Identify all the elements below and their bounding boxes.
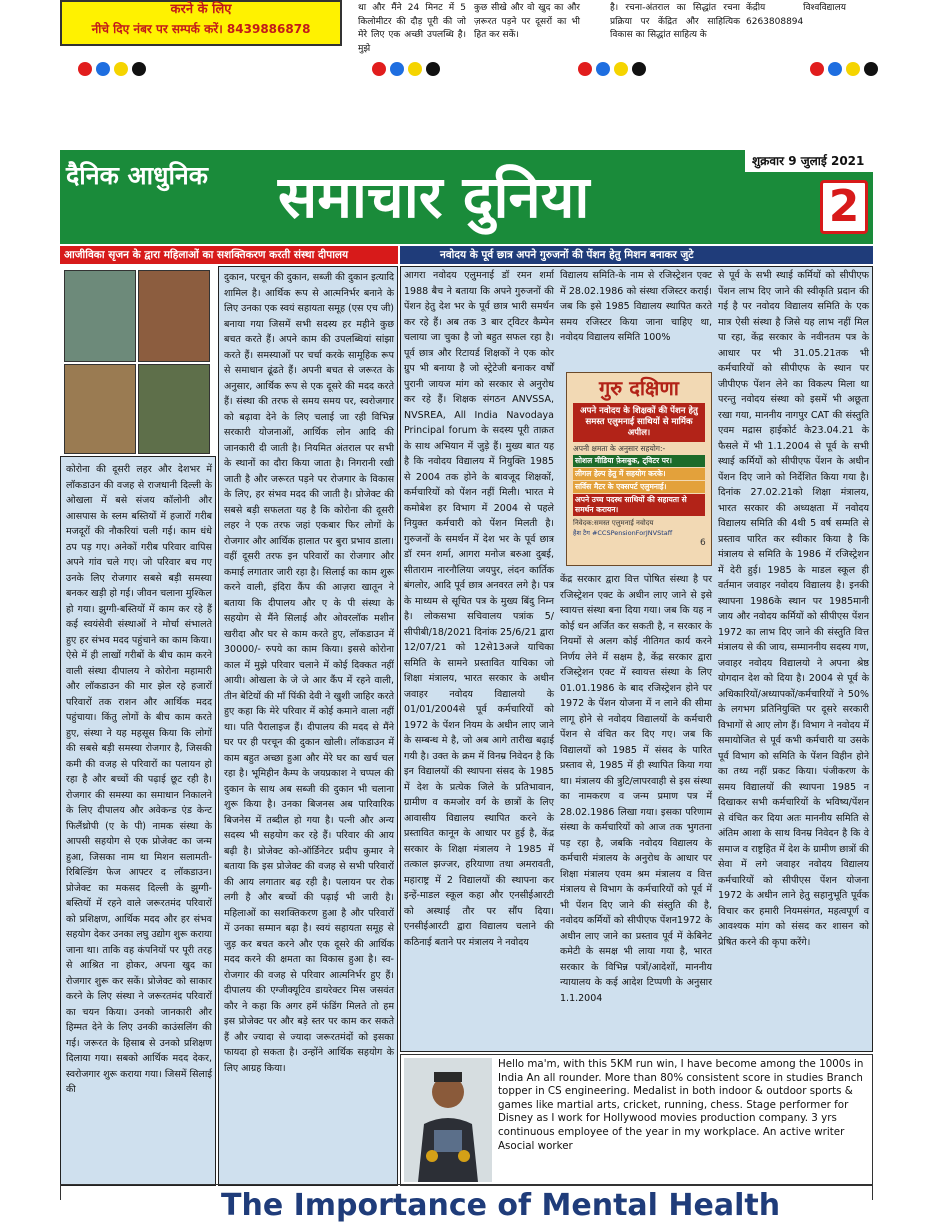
poster-line-5: अपने उच्च पदस्थ साथियों की सहायता से समर्थन करायन। — [573, 494, 705, 516]
dot-red — [578, 62, 592, 76]
right-col-1: आगरा नवोदय एलुमनाई डॉ रमन शर्मा 1988 बैच ने बताया कि अपने गुरुजनों की पेंशन हेतु देश भर के पूर्व छात्र भारी समर्थन कर रहे हैं। अब तक 3 बार ट्विटर कैम्पेन चलाया जा चुका है जो बहुत सफल रहा है। पूर्व छात्र और रिटायर्ड शिक्षकों ने एक कोर ग्रुप भी बनाया है जो स्ट्रेटेजी बनाकर वर्षों पुरानी जायज मांग को सरकार से अनुरोध कर रहे हैं। शिक्षक संगठन ANVSSA, NVSREA, All India Navodaya Principal forum के सदस्य पूरी ताक़त के साथ अभियान में जुड़े हैं। मुख्य बात यह है कि नवोदय विद्यालय में नियुक्ति 1985 से 2004 तक होने के बावजूद शिक्षकों, कर्मचारियों को पेंशन नहीं मिली। भारत मे कमोबेश हर विभाग में 2004 से पहले नियुक्त कर्मचारी को पेंशन मिलती है। गुरुजनों के समर्थन में देश भर के पूर्व छात्र डॉ रमन शर्मा, आगरा मनोज बरुआ दुबई, सीताराम नारनौलिया जयपुर, लंदन कार्तिक बंगलोर, आदि पूर्व छात्र अनवरत लगे है। पत्र के माध्यम से सूचित पत्र के मुख्य बिंदु निम्न है। लोकसभा सचिवालय पत्रांक 5/सीपीबी/18/2021 दिनांक 25/6/21 द्वारा 12/07/21 को 12से13अजे याचिका समिति के सामने प्रस्तावित याचिका जो शिक्षा मंत्रालय, भारत सरकार के अधीन जवाहर नवोदय विद्यालयो के 01/01/2004से पूर्व कर्मचारियों को 1972 के पेंशन नियम के अधीन लाए जाने के सम्बन्ध मे है, जो अब आगे तारीख बढ़ाई गयी है। उक्त के क्रम में विनम्र निवेदन है कि इन विद्यालयों की स्थापना संसद के 1985 में देश के प्रत्येक जिले के प्रतिभावान, ग्रामीण व कमजोर वर्ग के छात्रों के लिए आवासीय विद्यालय स्थापित करने के प्रस्तावित कानून के आधार पर हुई है, केंद्र सरकार के शिक्षा मंत्रालय ने 1985 में तत्काल झज्जर, हरियाणा तथा अमरावती, महाराष्ट्र में 2 विद्यालयों की स्थापना कर इन्हें-माडल स्कूल कहा और एनसीईआरटी को अस्थाई तौर पर सौंप दिया। एनसीईआरटी द्वारा विद्यालय चलाने की कठिनाई बताने पर मंत्रालय ने नवोदय — [404, 270, 554, 948]
dot-black — [864, 62, 878, 76]
poster-title: गुरु दक्षिणा — [599, 376, 679, 400]
dot-blue — [96, 62, 110, 76]
dot-blue — [596, 62, 610, 76]
right-col-3: से पूर्व के सभी स्थाई कर्मियों को सीपीएफ पेंशन लाभ दिए जाने की स्वीकृति प्रदान की गई है पर नवोदय विद्यालय समिति के एक मात्र ऐसी संस्था है जिसे यह लाभ नहीं मिल पा रहा, केंद्र सरकार के नवीनतम पत्र के आधार पर भी 31.05.21तक भी कर्मचारियों को सीपीएफ के स्थान पर जीपीएफ पेंशन लेने का विकल्प मिला था परन्तु नवोदय संस्था को इसमें भी अछूता रखा गया, माननीय नागपुर CAT की संस्तुति एवम मद्रास हाईकोर्ट के23.04.21 के फैसले में भी 1.1.2004 से पूर्व के सभी स्थाई कर्मियों को सीपीएफ पेंशन के अधीन पेंशन दिए जाने को निर्देशित किया गया है। दिनांक 27.02.21को शिक्षा मंत्रालय, भारत सरकार की अध्यक्षता में नवोदय विद्यालय समिति की 4थी 5 वर्ष सम्मति से प्रस्ताव पारित कर स्वीकार किया है कि मंत्रालय से समिति के 1986 में रजिस्ट्रेशन में देरी हुई। 1985 के माडल स्कूल ही वर्तमान जवाहर नवोदय विद्यालय है। इनकी स्थापना 1986के स्थान पर 1985मानी जाय और नवोदय कर्मियों को सीपीएस पेंशन 1972 का लाभ दिए जाने की संस्तुति वित्त मंत्रालय से की जाय, सम्माननीय सदस्य गण, जवाहर नवोदय विद्यालयो ने अपना श्रेष्ठ योगदान देश को दिया है। 2004 से पूर्व के अधिकारियों/अध्यापकों/कर्मचारियों ने 50% के लगभग प्रतिनियुक्ति पर दूसरे सरकारी विभागों से आए लोग हैं। विभाग ने नवोदय में समायोजित से पूर्व कभी कर्मचारी या उसके पूर्व विभाग को समिति के पेंशन विहीन होने का तथ्य नहीं प्रकट किया। पंजीकरण के समय विद्यालयों की स्थापना 1985 न दिखाकर सभी कर्मचारियों के भविष्य/पेंशन से वंचित कर दिया अतः माननीय समिति से अंतिम आशा के साथ विनम्र निवेदन है कि वे समाज व राष्ट्रहित में देश के ग्रामीण छात्रों की सेवा में लगे जवाहर नवोदय विद्यालय कर्मचारियों को सीपीएस पेंशन योजना 1972 के अधीन लाने हेतु सहानुभूति पूर्वक विचार कर हमारी नियमसंगत, महत्वपूर्ण व आवश्यक मांग को संसद कर शासन को प्रेषित करने की कृपा करेंगे। — [718, 270, 869, 948]
dot-yellow — [614, 62, 628, 76]
poster-footer: निवेदक:समस्त एलुमनाई नवोदय — [573, 519, 654, 527]
poster-subtitle: अपने नवोदय के शिक्षकों की पेंशन हेतु समस्त एलुमनाई साथियों से मार्मिक अपील। — [573, 403, 705, 442]
profile-photo — [404, 1058, 492, 1182]
photo-vegetable-stall — [138, 364, 210, 454]
bottom-frame — [60, 1184, 873, 1223]
masthead-title: समाचार दुनिया — [278, 163, 590, 231]
dot-black — [132, 62, 146, 76]
left-body-2: दुकान, परचून की दुकान, सब्जी की दुकान इत्यादि शामिल है। आर्थिक रूप से आत्मनिर्भर बनाने के लिए उनका एक स्वयं सहायता समूह (एस एच जी) बनाया गया जिसमें सभी सदस्य हर महीने कुछ बचत करते हैं। अपने काम की उपलब्धियां सांझा करते हैं। समस्याओं पर चर्चा करके सामूहिक रूप से समाधान ढूंढते हैं। अपनी बचत से जरूरत के अनुसार, आर्थिक रूप से एक दूसरे की मदद करते हैं। संस्था की तरफ से समय समय पर, स्वरोजगार को बढ़ावा देने के लिए चलाई जा रही विभिन्न सरकारी योजनाओं, आर्थिक लोन आदि की जानकारी दी जाती है। नियमित अंतराल पर सभी के स्थानों का दौरा किया जाता है। निगरानी रखी जाती है और जरूरत पड़ने पर रोजगार के विकास के लिए, हर संभव मदद की जाती है। प्रोजेक्ट की सबसे बड़ी सफलता यह है कि कोरोना की दूसरी लहर ने एक तरफ जहां एकबार फिर लोगों के रोजगार और आर्थिक हालात पर बुरा प्रभाव डाला। वहीं दूसरी तरफ इन परिवारों का रोजगार और कमाई लगातार जारी रहा है। सिलाई का काम शुरू करने वाली, इंदिरा कैंप की आज़रा खातून ने बताया कि दीपालय और ए के पी संस्था के सहयोग से मैंने सिलाई और ओवरलॉक मशीन खरीदा और घर से काम करते हुए, लॉकडाउन में 30000/- रुपये का काम किया। इससे कोरोना काल में मुझे परिवार चलाने में कोई दिक्कत नहीं आयी। ओखला के जे जे आर कैंप में रहने वाली, तीन बेटियों की माँ पिंकी देवी ने खुशी जाहिर करते हुए कहा कि मेरे परिवार में कोई कमाने वाला नहीं था। पति पैरालाइज हैं। दीपालय की मदद से मैंने घर पर ही परचून की दुकान खोली। लॉकडाउन में काम बहुत अच्छा हुआ और मेरे घर का खर्च चल रहा है। भूमिहीन कैम्प के जयप्रकाश ने चप्पल की दुकान के साथ अब सब्जी की दुकान भी चलाना शुरू किया है। उनका बिजनस अब पारिवारिक बिजनेस में तब्दील हो गया है। पत्नी और अन्य सदस्य भी सहयोग कर रहे हैं। परिवार की आय बढ़ी है। प्रोजेक्ट को-ऑर्डिनेटर प्रदीप कुमार ने बताया कि इस प्रोजेक्ट की वजह से सभी परिवारों की आय लगातार बढ़ रही है। पलायन पर रोक लगी है और बच्चों की पढ़ाई भी जारी है। महिलाओं का सशक्तिकरण हुआ है और परिवारों में उनका सम्मान बढ़ा है। स्वयं सहायता समूह से जुड़ कर बचत करने और एक दूसरे की आर्थिक मदद करने की क्षमता का विकास हुआ है। स्व-रोजगार की वजह से परिवार आत्मनिर्भर हुए हैं। दीपालय की एग्जीक्यूटिव डायरेक्टर मिस जसवंत कौर ने कहा कि अगर हमें फंडिंग मिलते तो हम इस प्रोजेक्ट पर और बड़े स्तर पर काम कर सकते हैं और ज्यादा से ज्यादा जरूरतमंदों को इसका फायदा हो सकता है। उन्होंने आर्थिक सहयोग के लिए आग्रह किया। — [224, 272, 394, 1074]
bottom-headline: The Importance of Mental Health — [221, 1188, 781, 1223]
right-headline: नवोदय के पूर्व छात्र अपने गुरुजनों की पेंशन हेतु मिशन बनाकर जुटे — [440, 249, 694, 261]
photo-machine — [64, 364, 136, 454]
runner-avatar-icon — [404, 1058, 492, 1182]
dot-yellow — [114, 62, 128, 76]
poster-line-1: अपनी क्षमता के अनुसार सहयोग:- — [573, 444, 666, 453]
poster-page-mark: 6 — [700, 538, 706, 548]
right-col-2-top: विद्यालय समिति-के नाम से रजिस्ट्रेशन एक्ट में 28.02.1986 को संस्था रजिस्टर कराई। जब कि इसे 1985 विद्यालय स्थापित करते समय रजिस्टर किया जाना चाहिए था, नवोदय विद्यालय समिति 100% — [560, 270, 712, 343]
page-number: 2 — [828, 181, 860, 232]
left-body-1: कोरोना की दूसरी लहर और देशभर में लॉकडाउन की वजह से राजधानी दिल्ली के ओखला में बसे संजय कॉलोनी और आसपास के स्लम बस्तियों में हजारों गरीब मजदूरों की नौकरियां चली गई। काम धंधे ठप पड़ गए। अनेकों गरीब परिवार वापिस अपने गांव चले गए। जो परिवार बच गए उनके लिए रोजगार सबसे बड़ी समस्या बनकर खड़ी हो गई। जीवन चलाना मुश्किल हो गया। झुग्गी-बस्तियों में काम कर रहे हैं कई स्वयंसेवी संस्थाओं ने मोर्चा संभालते हुए हर संभव मदद पहुंचाने का काम किया। ऐसे में ही लाखों गरीबों के बीच काम करने वाली संस्था दीपालय ने कोरोना महामारी और लॉकडाउन की मार झेल रहे हजारों परिवारों तक राशन और आर्थिक मदद पहुंचाया। किंतु लोगों के बीच काम करते हुए, संस्था ने यह महसूस किया कि लोगों की सबसे बड़ी समस्या रोजगार है, जिसकी कमी की वजह से परिवारों का पलायन हो रहा है और बच्चों की पढ़ाई छूट रही है। रोजगार की समस्या का समाधान निकालने के लिए दीपालय और अवेकन्ड एंड केन्ट फिलैंथ्रोपी (ए के पी) नामक संस्था के आपसी सहयोग से एक प्रोजेक्ट का जन्म हुआ, जिसका नाम था मिशन सलामती-रिबिल्डिंग फेज आफ्टर द लॉकडाउन। प्रोजेक्ट का मकसद दिल्ली के झुग्गी-बस्तियों में रहने वाले जरूरतमंद परिवारों को प्रशिक्षण, आर्थिक मदद और हर संभव सहयोग देकर उनका लघु उद्योग शुरू कराया जाना था। ताकि वह कंपनियों पर पूरी तरह से आश्रित ना होकर, अपना खुद का रोजगार शुरू कर सकें। प्रोजेक्ट को साकार करने के लिए संस्था ने जरूरतमंद परिवारों का चयन किया। उनको जानकारी और हिम्मत देने के लिए उनकी काउंसलिंग की गई। जरूरत के हिसाब से उनको प्रशिक्षण दिलाया गया। सबको आर्थिक मदद देकर, स्वरोजगार शुरू कराया गया। जिसमें सिलाई की — [66, 464, 212, 1095]
poster-line-3: लीगल हेल्प हेतु में सहयोग करके। — [573, 468, 705, 480]
dot-yellow — [408, 62, 422, 76]
right-col-2-bottom: केंद्र सरकार द्वारा वित्त पोषित संस्था है पर रजिस्ट्रेशन एक्ट के अधीन लाए जाने से इसे स्वायत्त संस्था बना दिया गया। जब कि यह न कोई धन अर्जित कर सकती है, न सरकार के नियमों से अलग कोई नीतिगत कार्य करने निर्णय लेने में सक्षम है, केंद्र सरकार द्वारा रजिस्ट्रेशन एक्ट में स्वायत्त संस्था के लिए 01.01.1986 के बाद रजिस्ट्रेशन होने पर 1972 के पेंशन योजना में न लाने की सीमा लागू होने से नवोदय विद्यालयों के कर्मचारी पेंशन से वंचित कर दिए गए। जब कि विद्यालयों को 1985 में संसद के पारित प्रस्ताव से, 1985 में ही स्थापित किया गया था। मंत्रालय की त्रुटि/लापरवाही से इस संस्था का नामकरण व जन्म प्रमाण पत्र में 28.02.1986 लिखा गया। इसका परिणाम संस्था के कर्मचारियों को आज तक भुगतना पड़ रहा है, जबकि नवोदय विद्यालय के कर्मचारी मंत्रालय के अनुरोध के आधार पर शिक्षा मंत्रालय एवम श्रम मंत्रालय व वित्त मंत्रालय से विभाग के कर्मचारियों को पूर्व में भी पेंशन दिए जाने की संस्तुति की है, नवोदय कर्मियों को सीपीएफ पेंशन1972 के अधीन लाए जाने का प्रस्ताव पूर्व में केबिनेट कमेटी के समक्ष भी लाया गया है, भारत सरकार के विभिन्न पत्रों/आदेशों, माननीय न्यायालय के कई आदेश टिप्पणी के अनुसार 1.1.2004 — [560, 574, 712, 1004]
registration-dots-4 — [810, 62, 882, 76]
profile-text: Hello ma'm, with this 5KM run win, I have become among the 1000s in India An all rounder. More than 80% consistent score in studies Branch topper in CS engineering. Medalist in both indoor & outdoor sports & games like martial arts, cricket, running, chess. Stage performer for Disney as I work for Hollywood movies production company. 3 yrs continuous employee of the year in my workplace. An active writer Asocial worker — [498, 1058, 864, 1152]
registration-dots-1 — [78, 62, 150, 76]
guru-dakshina-poster — [566, 372, 712, 566]
right-headline-bar — [400, 246, 873, 264]
poster-line-2: सोशल मीडिया फ़ेसबुक, ट्विटर पर। — [573, 455, 705, 467]
dot-red — [372, 62, 386, 76]
top-text-col-c: है। रचना-अंतराल का सिद्धांत रचना प्रक्रिया पर केंद्रित और साहित्यिक विकास का सिद्धांत साहित्य के — [610, 3, 740, 40]
dot-black — [632, 62, 646, 76]
registration-dots-2 — [372, 62, 444, 76]
left-headline-bar — [60, 246, 398, 264]
masthead-prefix: दैनिक आधुनिक — [66, 161, 209, 190]
dot-black — [426, 62, 440, 76]
top-text-col-b: कुछ सीखे और वो खुद का और ज़रूरत पड़ने पर दूसरों का भी हित कर सकें। — [474, 3, 580, 40]
ad-line-2: नीचे दिए नंबर पर सम्पर्क करें। 8439886878 — [91, 22, 311, 36]
dot-red — [810, 62, 824, 76]
registration-dots-3 — [578, 62, 650, 76]
dot-blue — [390, 62, 404, 76]
ad-line-1: करने के लिए — [170, 2, 232, 17]
poster-hashtag: हैश टैग #CCSPensionForJNVStaff — [573, 529, 673, 537]
poster-line-4: सर्विस मैटर के एक्सपर्ट एलुमनाई। — [573, 481, 705, 493]
dot-blue — [828, 62, 842, 76]
page-number-box — [820, 180, 868, 234]
masthead-date: शुक्रवार 9 जुलाई 2021 — [752, 154, 865, 168]
left-headline: आजीविका सृजन के द्वारा महिलाओं का सशक्तिकरण करती संस्था दीपालय — [64, 249, 349, 261]
photo-shop — [138, 270, 210, 362]
dot-yellow — [846, 62, 860, 76]
top-ad-box — [60, 0, 342, 46]
photo-collage — [62, 270, 212, 454]
dot-red — [78, 62, 92, 76]
photo-woman-sewing — [64, 270, 136, 362]
top-text-col-d: केंद्रीय विश्वविद्यालय 6263808894 — [746, 3, 846, 27]
top-text-col-a: था और मैंने 24 मिनट में 5 किलोमीटर की दौड़ पूरी की जो मेरे लिए एक अच्छी उपलब्धि है। मुझे — [358, 3, 466, 54]
